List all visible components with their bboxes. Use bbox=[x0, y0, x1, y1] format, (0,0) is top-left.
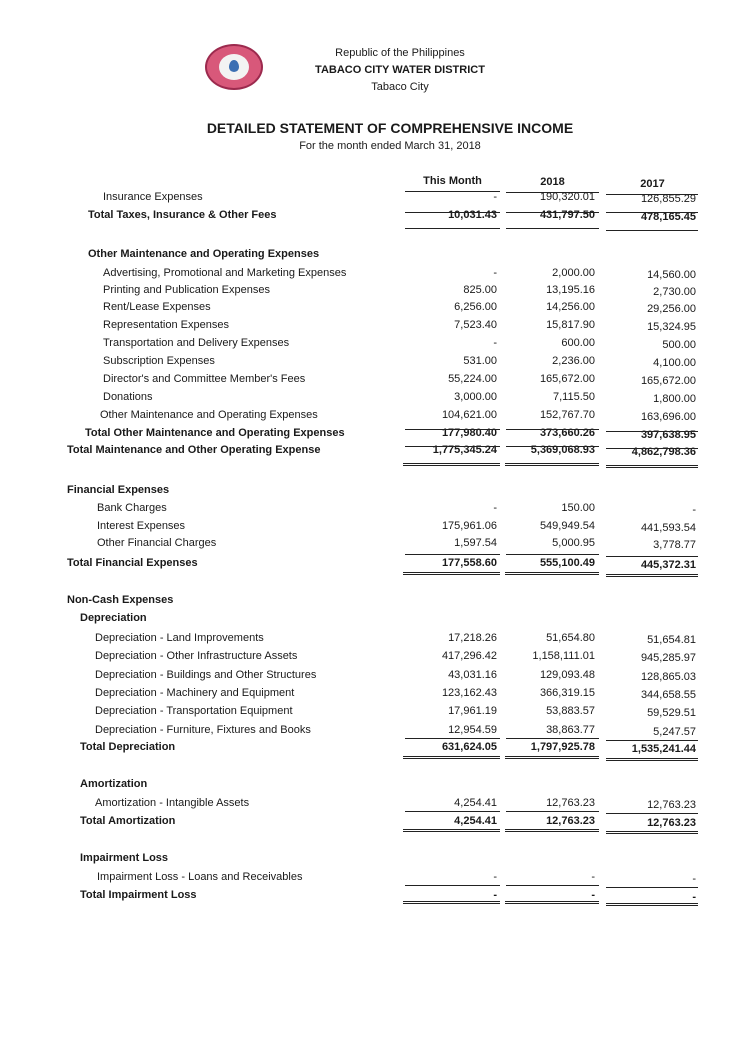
value-this-month: 175,961.06 bbox=[441, 520, 497, 532]
value-2017: 4,100.00 bbox=[653, 357, 696, 369]
rule-grand-total bbox=[403, 829, 500, 832]
value-2017: 441,593.54 bbox=[640, 522, 696, 534]
value-this-month: 6,256.00 bbox=[454, 301, 497, 313]
value-2018: 373,660.26 bbox=[539, 427, 595, 439]
statement-row bbox=[0, 869, 738, 885]
statement-row bbox=[0, 425, 738, 441]
value-2018: 38,863.77 bbox=[546, 724, 595, 736]
rule-subtotal bbox=[506, 811, 599, 812]
col-header-this-month: This Month bbox=[423, 175, 482, 187]
statement-row bbox=[0, 722, 738, 738]
statement-row bbox=[0, 371, 738, 387]
value-2018: 150.00 bbox=[561, 502, 595, 514]
value-this-month: 177,558.60 bbox=[441, 557, 497, 569]
statement-row bbox=[0, 776, 738, 792]
statement-row bbox=[0, 207, 738, 223]
rule-subtotal bbox=[606, 887, 698, 888]
statement-row bbox=[0, 335, 738, 351]
statement-row bbox=[0, 887, 738, 903]
row-label: Total Taxes, Insurance & Other Fees bbox=[88, 209, 277, 221]
value-2017: 1,800.00 bbox=[653, 393, 696, 405]
value-2017: 59,529.51 bbox=[647, 707, 696, 719]
value-2018: 14,256.00 bbox=[546, 301, 595, 313]
rule-grand-total bbox=[403, 756, 500, 759]
statement-row bbox=[0, 685, 738, 701]
value-2017: - bbox=[692, 504, 696, 516]
rule-subtotal bbox=[405, 811, 500, 812]
rule-subtotal bbox=[506, 429, 599, 430]
row-label: Financial Expenses bbox=[67, 484, 170, 496]
rule-subtotal bbox=[405, 212, 500, 213]
value-2018: 13,195.16 bbox=[546, 284, 595, 296]
value-this-month: 17,961.19 bbox=[448, 705, 497, 717]
rule-subtotal bbox=[405, 885, 500, 886]
value-2017: - bbox=[692, 873, 696, 885]
statement-row bbox=[0, 610, 738, 626]
rule-subtotal bbox=[606, 740, 698, 741]
statement-row bbox=[0, 246, 738, 262]
value-this-month: - bbox=[493, 337, 497, 349]
rule-grand-total bbox=[606, 758, 698, 761]
value-2017: 344,658.55 bbox=[640, 689, 696, 701]
value-this-month: - bbox=[493, 267, 497, 279]
statement-row bbox=[0, 667, 738, 683]
value-2018: 5,369,068.93 bbox=[530, 444, 595, 456]
rule-total bbox=[506, 228, 599, 229]
rule-subtotal bbox=[405, 429, 500, 430]
statement-row bbox=[0, 739, 738, 755]
statement-row bbox=[0, 482, 738, 498]
rule-subtotal bbox=[405, 738, 500, 739]
value-this-month: 123,162.43 bbox=[441, 687, 497, 699]
rule-total bbox=[405, 228, 500, 229]
row-label: Subscription Expenses bbox=[103, 355, 215, 367]
value-2018: 1,797,925.78 bbox=[530, 741, 595, 753]
value-2017: 12,763.23 bbox=[647, 817, 696, 829]
row-label: Interest Expenses bbox=[97, 520, 186, 532]
statement-row bbox=[0, 389, 738, 405]
value-2017: 15,324.95 bbox=[647, 321, 696, 333]
value-2018: 549,949.54 bbox=[539, 520, 595, 532]
header-city: Tabaco City bbox=[371, 81, 429, 93]
value-2018: 1,158,111.01 bbox=[532, 650, 595, 662]
statement-row bbox=[0, 442, 738, 458]
value-this-month: - bbox=[493, 889, 497, 901]
rule-grand-total bbox=[606, 465, 698, 468]
col-header-2017: 2017 bbox=[640, 178, 665, 190]
value-this-month: 17,218.26 bbox=[448, 632, 497, 644]
statement-row bbox=[0, 353, 738, 369]
value-2017: 397,638.95 bbox=[640, 429, 696, 441]
row-label: Total Other Maintenance and Operating Expenses bbox=[85, 427, 345, 439]
value-2017: 14,560.00 bbox=[647, 269, 696, 281]
value-2018: 129,093.48 bbox=[539, 669, 595, 681]
row-label: Depreciation - Buildings and Other Structures bbox=[95, 669, 317, 681]
value-this-month: 4,254.41 bbox=[454, 815, 497, 827]
water-district-seal bbox=[205, 44, 263, 90]
rule-subtotal bbox=[506, 885, 599, 886]
rule-total bbox=[606, 448, 698, 449]
row-label: Total Maintenance and Other Operating Expense bbox=[67, 444, 321, 456]
statement-row bbox=[0, 648, 738, 664]
value-this-month: 104,621.00 bbox=[441, 409, 497, 421]
rule-grand-total bbox=[606, 831, 698, 834]
value-2017: 445,372.31 bbox=[640, 559, 696, 571]
value-2018: 152,767.70 bbox=[539, 409, 595, 421]
statement-row bbox=[0, 407, 738, 423]
row-label: Non-Cash Expenses bbox=[67, 594, 174, 606]
value-2017: 4,862,798.36 bbox=[631, 446, 696, 458]
row-label: Other Maintenance and Operating Expenses bbox=[100, 409, 318, 421]
rule-subtotal bbox=[506, 212, 599, 213]
value-this-month: 531.00 bbox=[463, 355, 497, 367]
value-2017: 2,730.00 bbox=[653, 286, 696, 298]
row-label: Depreciation bbox=[80, 612, 147, 624]
value-2017: 12,763.23 bbox=[647, 799, 696, 811]
rule-total bbox=[405, 446, 500, 447]
row-label: Printing and Publication Expenses bbox=[103, 284, 270, 296]
value-this-month: - bbox=[493, 191, 497, 203]
statement-row bbox=[0, 555, 738, 571]
row-label: Total Financial Expenses bbox=[67, 557, 198, 569]
value-2018: 555,100.49 bbox=[539, 557, 595, 569]
statement-subtitle: For the month ended March 31, 2018 bbox=[299, 140, 481, 152]
value-2017: 128,865.03 bbox=[640, 671, 696, 683]
statement-row bbox=[0, 317, 738, 333]
statement-row bbox=[0, 518, 738, 534]
value-2018: - bbox=[591, 889, 595, 901]
value-2017: 163,696.00 bbox=[640, 411, 696, 423]
value-2017: 165,672.00 bbox=[640, 375, 696, 387]
value-this-month: 4,254.41 bbox=[454, 797, 497, 809]
value-this-month: 417,296.42 bbox=[441, 650, 497, 662]
water-drop-icon bbox=[229, 60, 239, 72]
rule-total bbox=[606, 230, 698, 231]
statement-row bbox=[0, 813, 738, 829]
row-label: Rent/Lease Expenses bbox=[103, 301, 211, 313]
row-label: Advertising, Promotional and Marketing Expenses bbox=[103, 267, 347, 279]
value-2018: 2,000.00 bbox=[552, 267, 595, 279]
header-agency: TABACO CITY WATER DISTRICT bbox=[315, 64, 485, 76]
value-2018: 190,320.01 bbox=[539, 191, 595, 203]
value-this-month: 7,523.40 bbox=[454, 319, 497, 331]
value-2017: 5,247.57 bbox=[653, 726, 696, 738]
rule-grand-total bbox=[403, 901, 500, 904]
value-this-month: - bbox=[493, 502, 497, 514]
rule-grand-total bbox=[505, 901, 599, 904]
row-label: Impairment Loss bbox=[80, 852, 169, 864]
rule-subtotal bbox=[606, 212, 698, 213]
statement-row bbox=[0, 282, 738, 298]
rule-subtotal bbox=[506, 554, 599, 555]
row-label: Bank Charges bbox=[97, 502, 167, 514]
statement-row bbox=[0, 703, 738, 719]
row-label: Amortization - Intangible Assets bbox=[95, 797, 250, 809]
value-2017: 500.00 bbox=[662, 339, 696, 351]
value-2018: - bbox=[591, 871, 595, 883]
value-2018: 366,319.15 bbox=[539, 687, 595, 699]
value-2018: 12,763.23 bbox=[546, 815, 595, 827]
row-label: Total Impairment Loss bbox=[80, 889, 197, 901]
value-2017: 945,285.97 bbox=[640, 652, 696, 664]
value-2018: 2,236.00 bbox=[552, 355, 595, 367]
value-2017: 478,165.45 bbox=[640, 211, 696, 223]
row-label: Other Maintenance and Operating Expenses bbox=[88, 248, 320, 260]
statement-title: DETAILED STATEMENT OF COMPREHENSIVE INCOME bbox=[206, 120, 574, 136]
statement-row bbox=[0, 265, 738, 281]
value-2018: 431,797.50 bbox=[539, 209, 595, 221]
rule-subtotal bbox=[405, 554, 500, 555]
statement-row bbox=[0, 189, 738, 205]
rule-grand-total bbox=[403, 463, 500, 466]
header-country: Republic of the Philippines bbox=[335, 47, 465, 59]
value-this-month: 1,775,345.24 bbox=[432, 444, 497, 456]
rule-grand-total bbox=[505, 463, 599, 466]
value-2018: 12,763.23 bbox=[546, 797, 595, 809]
row-label: Transportation and Delivery Expenses bbox=[103, 337, 290, 349]
rule-grand-total bbox=[505, 572, 599, 575]
rule-grand-total bbox=[505, 756, 599, 759]
value-2018: 15,817.90 bbox=[546, 319, 595, 331]
rule-grand-total bbox=[403, 572, 500, 575]
rule-grand-total bbox=[505, 829, 599, 832]
row-label: Donations bbox=[103, 391, 153, 403]
value-this-month: 3,000.00 bbox=[454, 391, 497, 403]
rule-subtotal bbox=[606, 813, 698, 814]
row-label: Director's and Committee Member's Fees bbox=[103, 373, 306, 385]
row-label: Depreciation - Transportation Equipment bbox=[95, 705, 293, 717]
value-this-month: 55,224.00 bbox=[448, 373, 497, 385]
col-header-2018: 2018 bbox=[540, 176, 565, 188]
value-2018: 5,000.95 bbox=[552, 537, 595, 549]
statement-row bbox=[0, 299, 738, 315]
value-2017: 126,855.29 bbox=[640, 193, 696, 205]
rule-grand-total bbox=[606, 574, 698, 577]
row-label: Impairment Loss - Loans and Receivables bbox=[97, 871, 303, 883]
value-this-month: 43,031.16 bbox=[448, 669, 497, 681]
value-2017: - bbox=[692, 891, 696, 903]
row-label: Depreciation - Other Infrastructure Assets bbox=[95, 650, 298, 662]
value-this-month: 825.00 bbox=[463, 284, 497, 296]
statement-row bbox=[0, 500, 738, 516]
value-this-month: 12,954.59 bbox=[448, 724, 497, 736]
value-2018: 7,115.50 bbox=[552, 391, 595, 403]
rule-subtotal bbox=[606, 431, 698, 432]
value-2018: 600.00 bbox=[561, 337, 595, 349]
value-2018: 51,654.80 bbox=[546, 632, 595, 644]
value-2018: 165,672.00 bbox=[539, 373, 595, 385]
row-label: Depreciation - Machinery and Equipment bbox=[95, 687, 295, 699]
statement-row bbox=[0, 535, 738, 551]
row-label: Representation Expenses bbox=[103, 319, 229, 331]
value-2017: 1,535,241.44 bbox=[631, 743, 696, 755]
statement-row bbox=[0, 850, 738, 866]
row-label: Depreciation - Land Improvements bbox=[95, 632, 264, 644]
value-this-month: 631,624.05 bbox=[441, 741, 497, 753]
value-2017: 3,778.77 bbox=[653, 539, 696, 551]
row-label: Other Financial Charges bbox=[97, 537, 217, 549]
row-label: Total Depreciation bbox=[80, 741, 176, 753]
value-2018: 53,883.57 bbox=[546, 705, 595, 717]
rule-grand-total bbox=[606, 903, 698, 906]
row-label: Insurance Expenses bbox=[103, 191, 203, 203]
value-this-month: 1,597.54 bbox=[454, 537, 497, 549]
value-this-month: 177,980.40 bbox=[441, 427, 497, 439]
rule-total bbox=[506, 446, 599, 447]
row-label: Total Amortization bbox=[80, 815, 176, 827]
value-this-month: - bbox=[493, 871, 497, 883]
row-label: Amortization bbox=[80, 778, 148, 790]
statement-row bbox=[0, 630, 738, 646]
statement-row bbox=[0, 795, 738, 811]
row-label: Depreciation - Furniture, Fixtures and Books bbox=[95, 724, 311, 736]
value-this-month: 10,031.43 bbox=[448, 209, 497, 221]
rule-subtotal bbox=[506, 738, 599, 739]
value-2017: 51,654.81 bbox=[647, 634, 696, 646]
rule-subtotal bbox=[606, 556, 698, 557]
statement-row bbox=[0, 592, 738, 608]
value-2017: 29,256.00 bbox=[647, 303, 696, 315]
